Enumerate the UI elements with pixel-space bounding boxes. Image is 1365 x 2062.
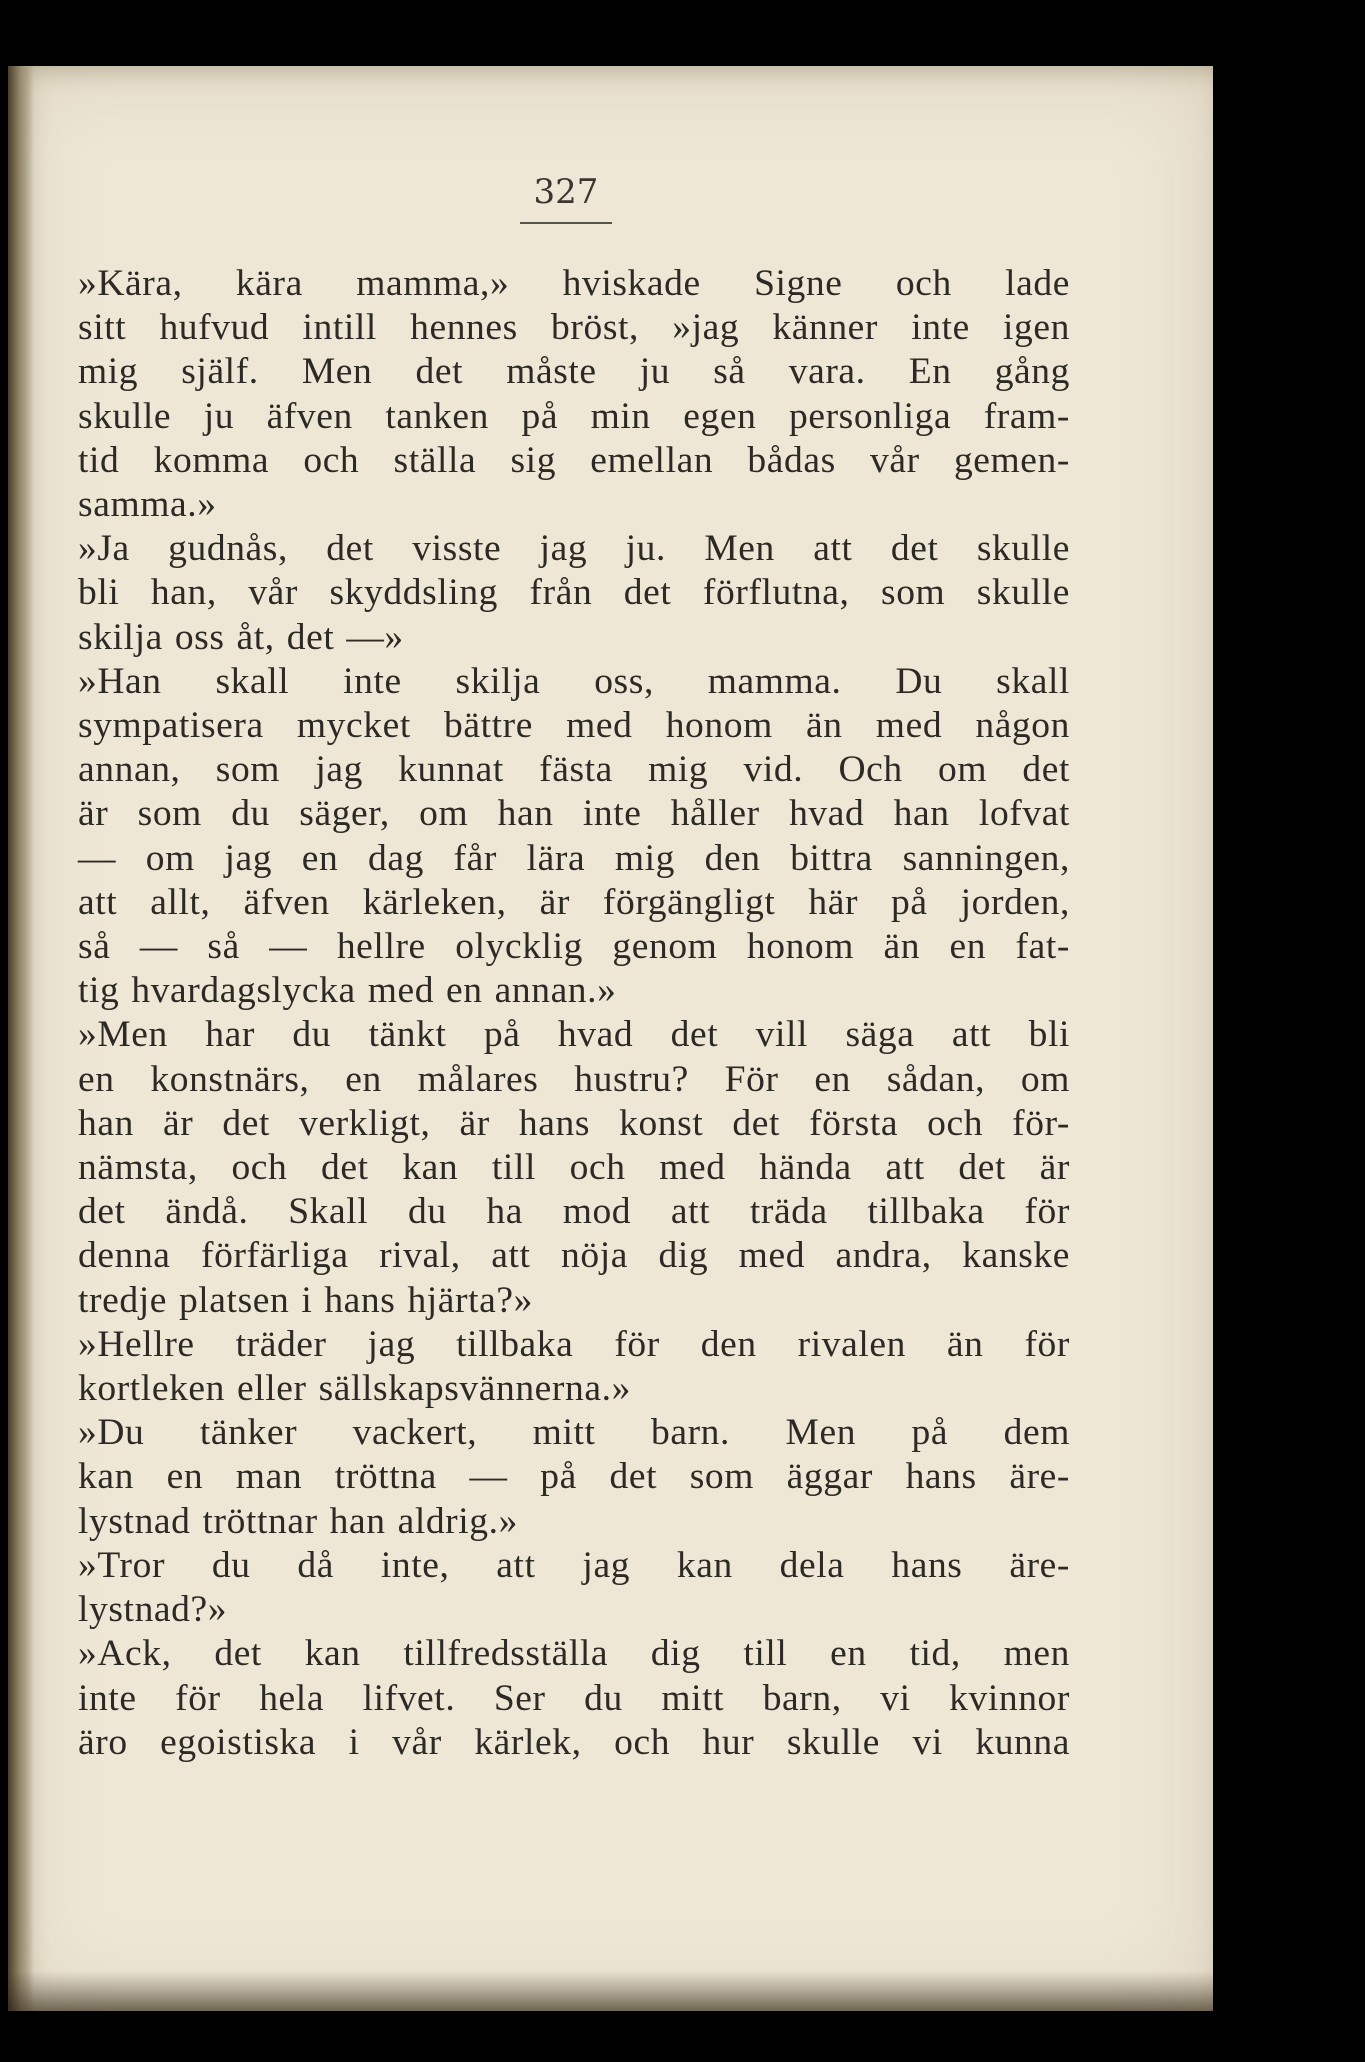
text-line: »Kära, kära mamma,» hviskade Signe och lade [78, 263, 1070, 304]
text-line: tid komma och ställa sig emellan bådas vår gemen- [78, 439, 1070, 481]
text-line: så — så — hellre olycklig genom honom än en fat- [78, 926, 1070, 968]
text-line: samma.» [78, 484, 217, 526]
page-bottom-shadow [8, 1971, 1213, 2011]
text-line: tig hvardagslycka med en annan.» [78, 970, 617, 1012]
text-line: kortleken eller sällskapsvännerna.» [78, 1368, 631, 1410]
text-line: en konstnärs, en målares hustru? För en sådan, om [78, 1058, 1070, 1100]
text-line: »Ack, det kan tillfredsställa dig till en tid, men [78, 1633, 1070, 1675]
text-line: sitt hufvud intill hennes bröst, »jag känner inte igen [78, 307, 1070, 349]
text-line: — om jag en dag får lära mig den bittra sanningen, [78, 837, 1070, 879]
text-line: denna förfärliga rival, att nöja dig med andra, kanske [78, 1235, 1070, 1277]
text-line: nämsta, och det kan till och med hända att det är [78, 1147, 1070, 1189]
text-line: lystnad?» [78, 1589, 228, 1631]
text-line: »Men har du tänkt på hvad det vill säga att bli [78, 1014, 1070, 1056]
text-line: »Ja gudnås, det visste jag ju. Men att det skulle [78, 528, 1070, 570]
text-line: »Han skall inte skilja oss, mamma. Du skall [78, 660, 1070, 702]
page-number: 327 [520, 172, 612, 224]
text-line: sympatisera mycket bättre med honom än med någon [78, 705, 1070, 747]
text-line: »Du tänker vackert, mitt barn. Men på dem [78, 1412, 1070, 1454]
text-line: skilja oss åt, det —» [78, 616, 404, 658]
text-line: skulle ju äfven tanken på min egen personliga fram- [78, 395, 1070, 437]
text-line: är som du säger, om han inte håller hvad han lofvat [78, 793, 1070, 835]
text-line: mig själf. Men det måste ju så vara. En gång [78, 351, 1070, 393]
text-line: »Tror du då inte, att jag kan dela hans äre- [78, 1544, 1070, 1586]
text-line: det ändå. Skall du ha mod att träda tillbaka för [78, 1191, 1070, 1233]
text-line: han är det verkligt, är hans konst det första och för- [78, 1102, 1070, 1144]
text-line: kan en man tröttna — på det som äggar hans äre- [78, 1456, 1070, 1498]
text-line: tredje platsen i hans hjärta?» [78, 1279, 533, 1321]
body-text [78, 262, 1070, 1765]
text-line: att allt, äfven kärleken, är förgängligt här på jorden, [78, 881, 1070, 923]
binding-edge [8, 66, 34, 2011]
text-line: annan, som jag kunnat fästa mig vid. Och om det [78, 749, 1070, 791]
text-line: »Hellre träder jag tillbaka för den rivalen än för [78, 1323, 1070, 1365]
text-line: inte för hela lifvet. Ser du mitt barn, vi kvinnor [78, 1677, 1070, 1719]
text-line: äro egoistiska i vår kärlek, och hur skulle vi kunna [78, 1721, 1070, 1763]
text-line: lystnad tröttnar han aldrig.» [78, 1500, 518, 1542]
text-line: bli han, vår skyddsling från det förflutna, som skulle [78, 572, 1070, 614]
